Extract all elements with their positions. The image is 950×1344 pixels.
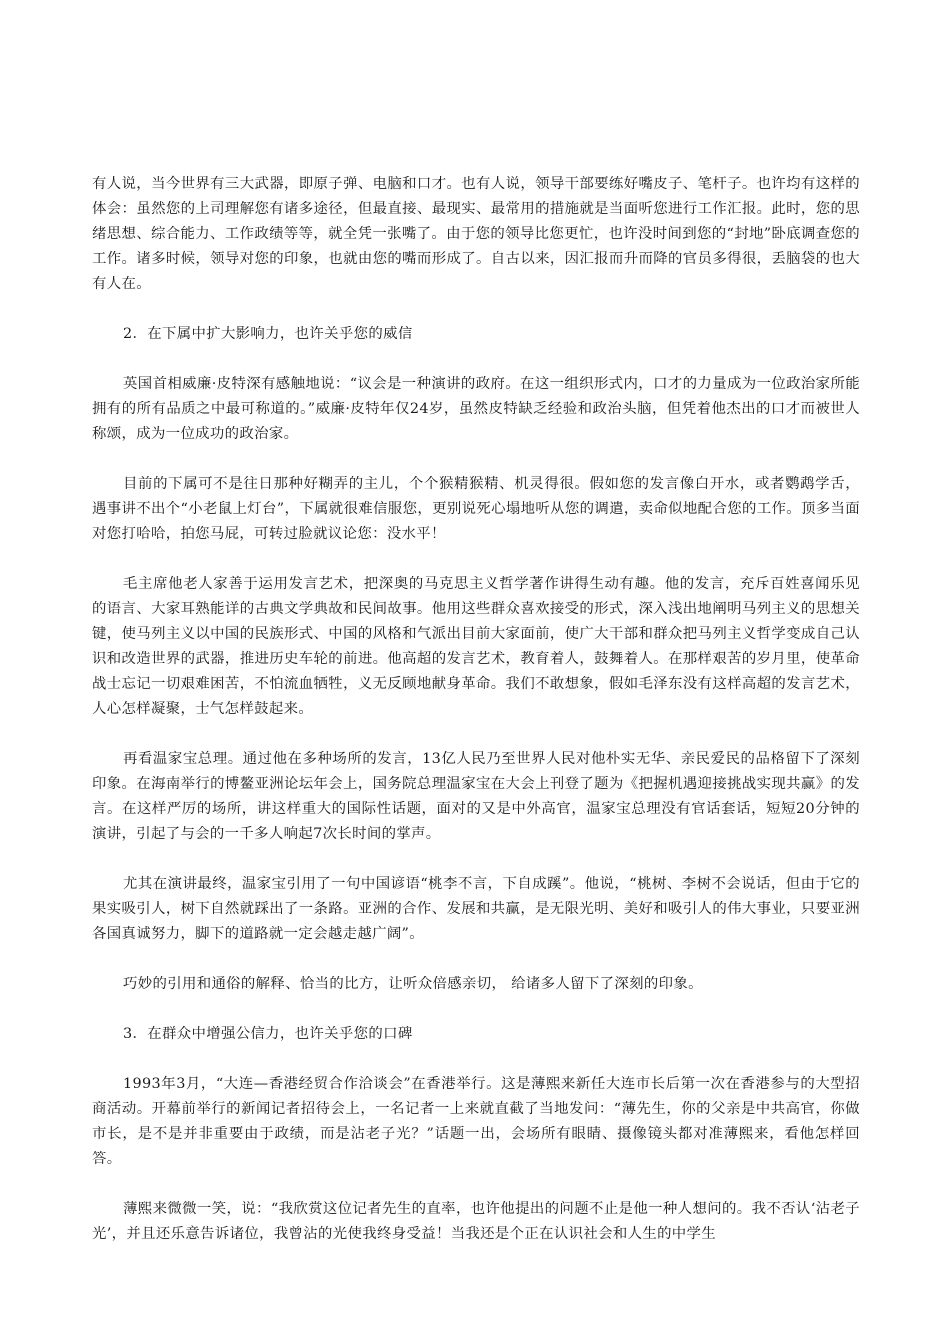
- paragraph-1993-event: 1993年3月，“大连—香港经贸合作洽谈会”在香港举行。这是薄熙来新任大连市长后第一次在香港参与的大型招商活动。开幕前举行的新闻记者招待会上，一名记者一上来就直截了当地发问：“薄先生，你的父亲是中共高官，你做市长，是不是并非重要由于政绩，而是沾老子光？”话题一出，会场所有眼睛、摄像镜头都对准薄熙来，看他怎样回答。: [92, 1076, 860, 1167]
- paragraph-proverb: 尤其在演讲最终，温家宝引用了一句中国谚语“桃李不言，下自成蹊”。他说，“桃树、李树不会说话，但由于它的果实吸引人，树下自然就踩出了一条路。亚洲的合作、发展和共赢，是无限光明、美好和吸引人的伟大事业，只要亚洲各国真诚努力，脚下的道路就一定会越走越广阔”。: [92, 876, 860, 942]
- paragraph-pitt: 英国首相威廉·皮特深有感触地说：“议会是一种演讲的政府。在这一组织形式内，口才的力量成为一位政治家所能拥有的所有品质之中最可称道的。”威廉·皮特年仅24岁，虽然皮特缺乏经验和政治头脑，但凭着他杰出的口才而被世人称颂，成为一位成功的政治家。: [92, 376, 860, 442]
- section-heading-3: 3．在群众中增强公信力，也许关乎您的口碑: [123, 1026, 413, 1042]
- paragraph-wen-jiabao: 再看温家宝总理。通过他在多种场所的发言，13亿人民乃至世界人民对他朴实无华、亲民爱民的品格留下了深刻印象。在海南举行的博鳌亚洲论坛年会上，国务院总理温家宝在大会上刊登了题为《把握机遇迎接挑战实现共赢》的发言。在这样严厉的场所，讲这样重大的国际性话题，面对的又是中外高官，温家宝总理没有官话套话，短短20分钟的演讲，引起了与会的一千多人响起7次长时间的掌声。: [92, 751, 860, 842]
- section-heading-2: 2．在下属中扩大影响力，也许关乎您的威信: [123, 326, 413, 342]
- paragraph-subordinates: 目前的下属可不是往日那种好糊弄的主儿，个个猴精猴精、机灵得很。假如您的发言像白开水，或者鹦鹉学舌，遇事讲不出个“小老鼠上灯台”，下属就很难信服您，更别说死心塌地听从您的调遣，卖命似地配合您的工作。顶多当面对您打哈哈，拍您马屁，可转过脸就议论您：没水平！: [92, 476, 860, 542]
- paragraph-bo-reply: 薄熙来微微一笑，说：“我欣赏这位记者先生的直率，也许他提出的问题不止是他一种人想问的。我不否认‘沾老子光’，并且还乐意告诉诸位，我曾沾的光使我终身受益！当我还是个正在认识社会和人生的中学生: [92, 1201, 860, 1242]
- paragraph-mao: 毛主席他老人家善于运用发言艺术，把深奥的马克思主义哲学著作讲得生动有趣。他的发言，充斥百姓喜闻乐见的语言、大家耳熟能详的古典文学典故和民间故事。他用这些群众喜欢接受的形式，深入浅出地阐明马列主义的思想关键，使马列主义以中国的民族形式、中国的风格和气派出目前大家面前，使广大干部和群众把马列主义哲学变成自己认识和改造世界的武器，推进历史车轮的前进。他高超的发言艺术，教育着人，鼓舞着人。在那样艰苦的岁月里，使革命战士忘记一切艰难困苦，不怕流血牺牲，义无反顾地献身革命。我们不敢想象，假如毛泽东没有这样高超的发言艺术，人心怎样凝聚，士气怎样鼓起来。: [92, 576, 860, 717]
- paragraph-quotation-effect: 巧妙的引用和通俗的解释、恰当的比方，让听众倍感亲切， 给诸多人留下了深刻的印象。: [123, 976, 703, 992]
- document-page: [92, 172, 860, 1272]
- paragraph-intro: 有人说，当今世界有三大武器，即原子弹、电脑和口才。也有人说，领导干部要练好嘴皮子、笔杆子。也许均有这样的体会：虽然您的上司理解您有诸多途径，但最直接、最现实、最常用的措施就是当面听您进行工作汇报。此时，您的思绪思想、综合能力、工作政绩等等，就全凭一张嘴了。由于您的领导比您更忙，也许没时间到您的“封地”卧底调查您的工作。诸多时候，领导对您的印象，也就由您的嘴而形成了。自古以来，因汇报而升而降的官员多得很，丢脑袋的也大有人在。: [92, 176, 860, 292]
